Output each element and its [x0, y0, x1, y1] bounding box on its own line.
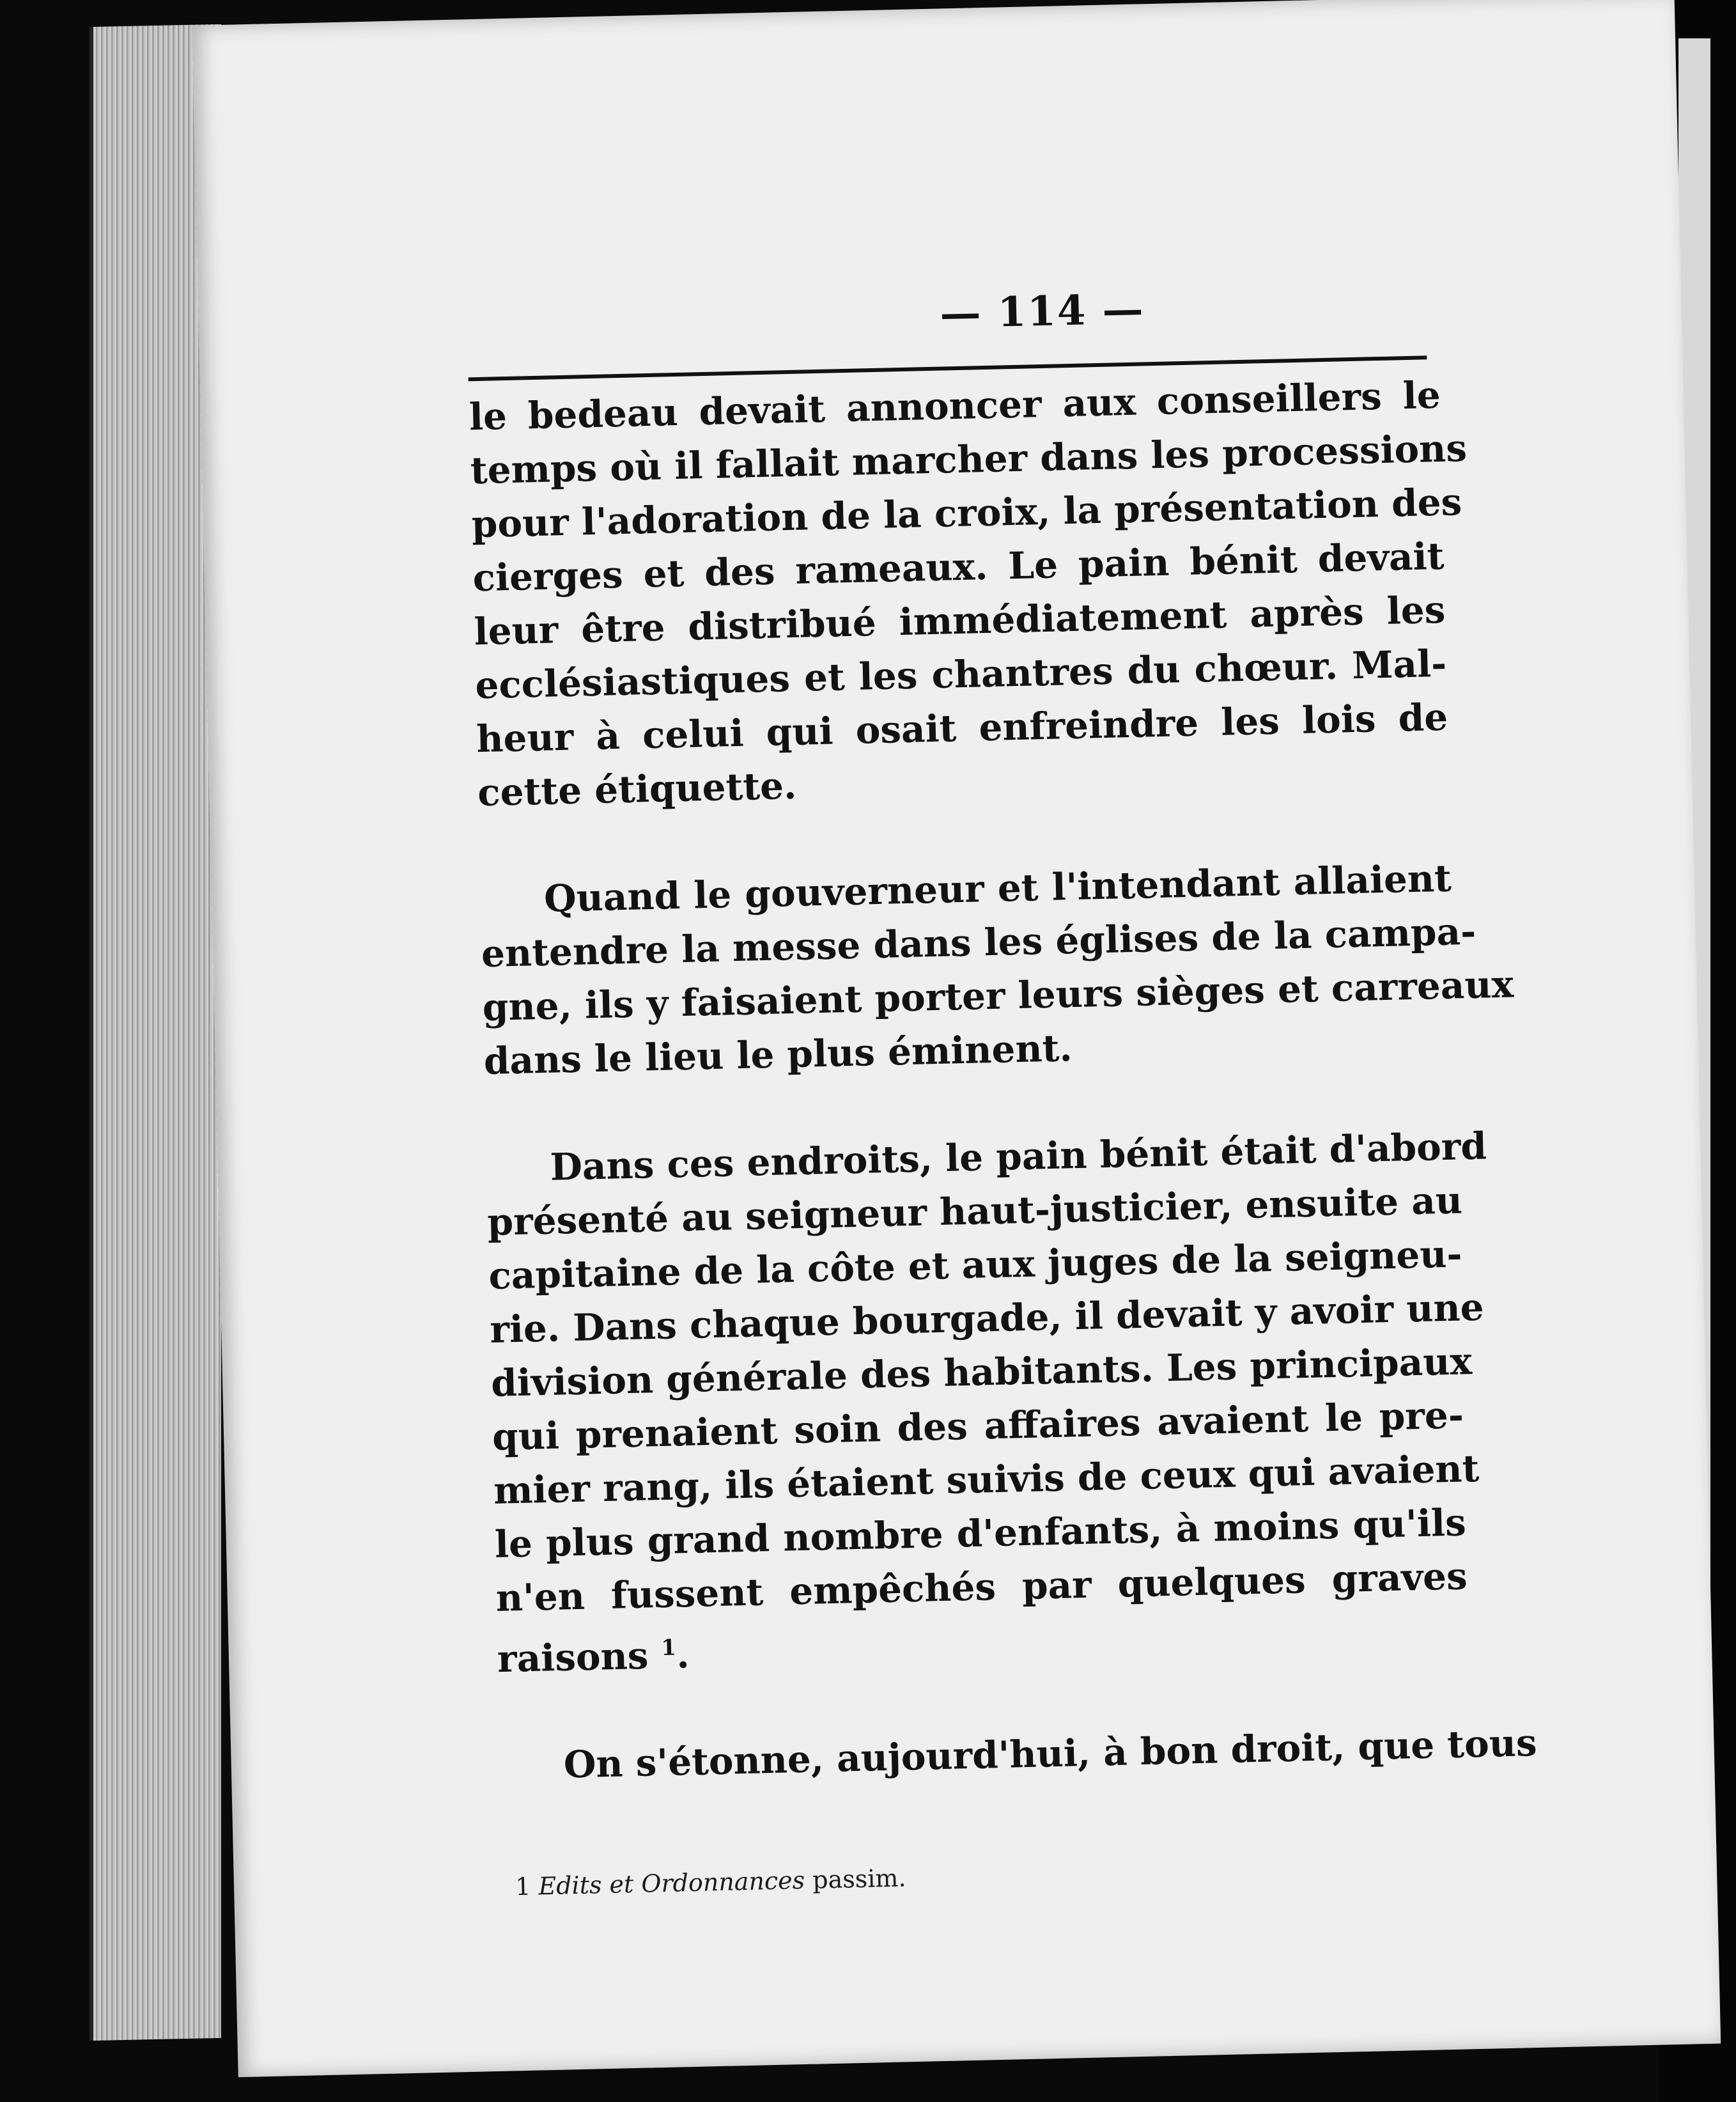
- text-line: le plus grand nombre d'enfants, à moins qu'ils: [494, 1500, 1467, 1566]
- text-line: Dans ces endroits, le pain bénit était d'abord: [549, 1124, 1487, 1189]
- text-line: qui prenaient soin des affaires avaient le pre-: [492, 1393, 1464, 1459]
- footnote-marker: 1: [515, 1872, 531, 1901]
- text-line: rie. Dans chaque bourgade, il devait y avoir une: [489, 1285, 1485, 1351]
- text-line: On s'étonne, aujourd'hui, à bon droit, que tous: [563, 1721, 1538, 1787]
- text-line-with-note: raisons $^1$.: [497, 1633, 690, 1681]
- text-line: cette étiquette.: [477, 763, 797, 815]
- text-line: raisons: [497, 1633, 649, 1681]
- text-line: temps où il fallait marcher dans les processions: [470, 426, 1468, 493]
- text-line: présenté au seigneur haut-justicier, ensuite au: [486, 1178, 1463, 1244]
- text-line: heur à celui qui osait enfreindre les lois de: [476, 695, 1448, 761]
- text-line: pour l'adoration de la croix, la présentation des: [471, 480, 1462, 547]
- body-text: [469, 368, 1538, 1793]
- footnote: [515, 1858, 1155, 1901]
- text-line: le bedeau devait annoncer aux conseillers le: [469, 373, 1441, 439]
- footnote-reference: 1: [660, 1635, 677, 1661]
- book-page: [192, 0, 1721, 2077]
- text-line: leur être distribué immédiatement après les: [473, 588, 1446, 654]
- text-line: Quand le gouverneur et l'intendant allaient: [543, 856, 1452, 921]
- text-line: cierges et des rameaux. Le pain bénit devait: [472, 534, 1445, 600]
- text-line: capitaine de la côte et aux juges de la seigneu-: [488, 1232, 1463, 1298]
- text-line: division générale des habitants. Les principaux: [490, 1339, 1473, 1405]
- text-line: n'en fussent empêchés par quelques graves: [495, 1554, 1468, 1620]
- footnote-title: Edits et Ordonnances: [538, 1865, 805, 1901]
- page-number: — 114 —: [939, 285, 1145, 338]
- text-line: dans le lieu le plus éminent.: [483, 1026, 1073, 1084]
- text-line: gne, ils y faisaient porter leurs sièges et carreaux: [482, 962, 1514, 1030]
- text-line: mier rang, ils étaient suivis de ceux qui avaient: [493, 1446, 1480, 1513]
- text-line: entendre la messe dans les églises de la campa-: [481, 909, 1476, 976]
- text-line: ecclésiastiques et les chantres du chœur. Mal-: [474, 641, 1447, 708]
- footnote-rest: passim.: [812, 1864, 906, 1894]
